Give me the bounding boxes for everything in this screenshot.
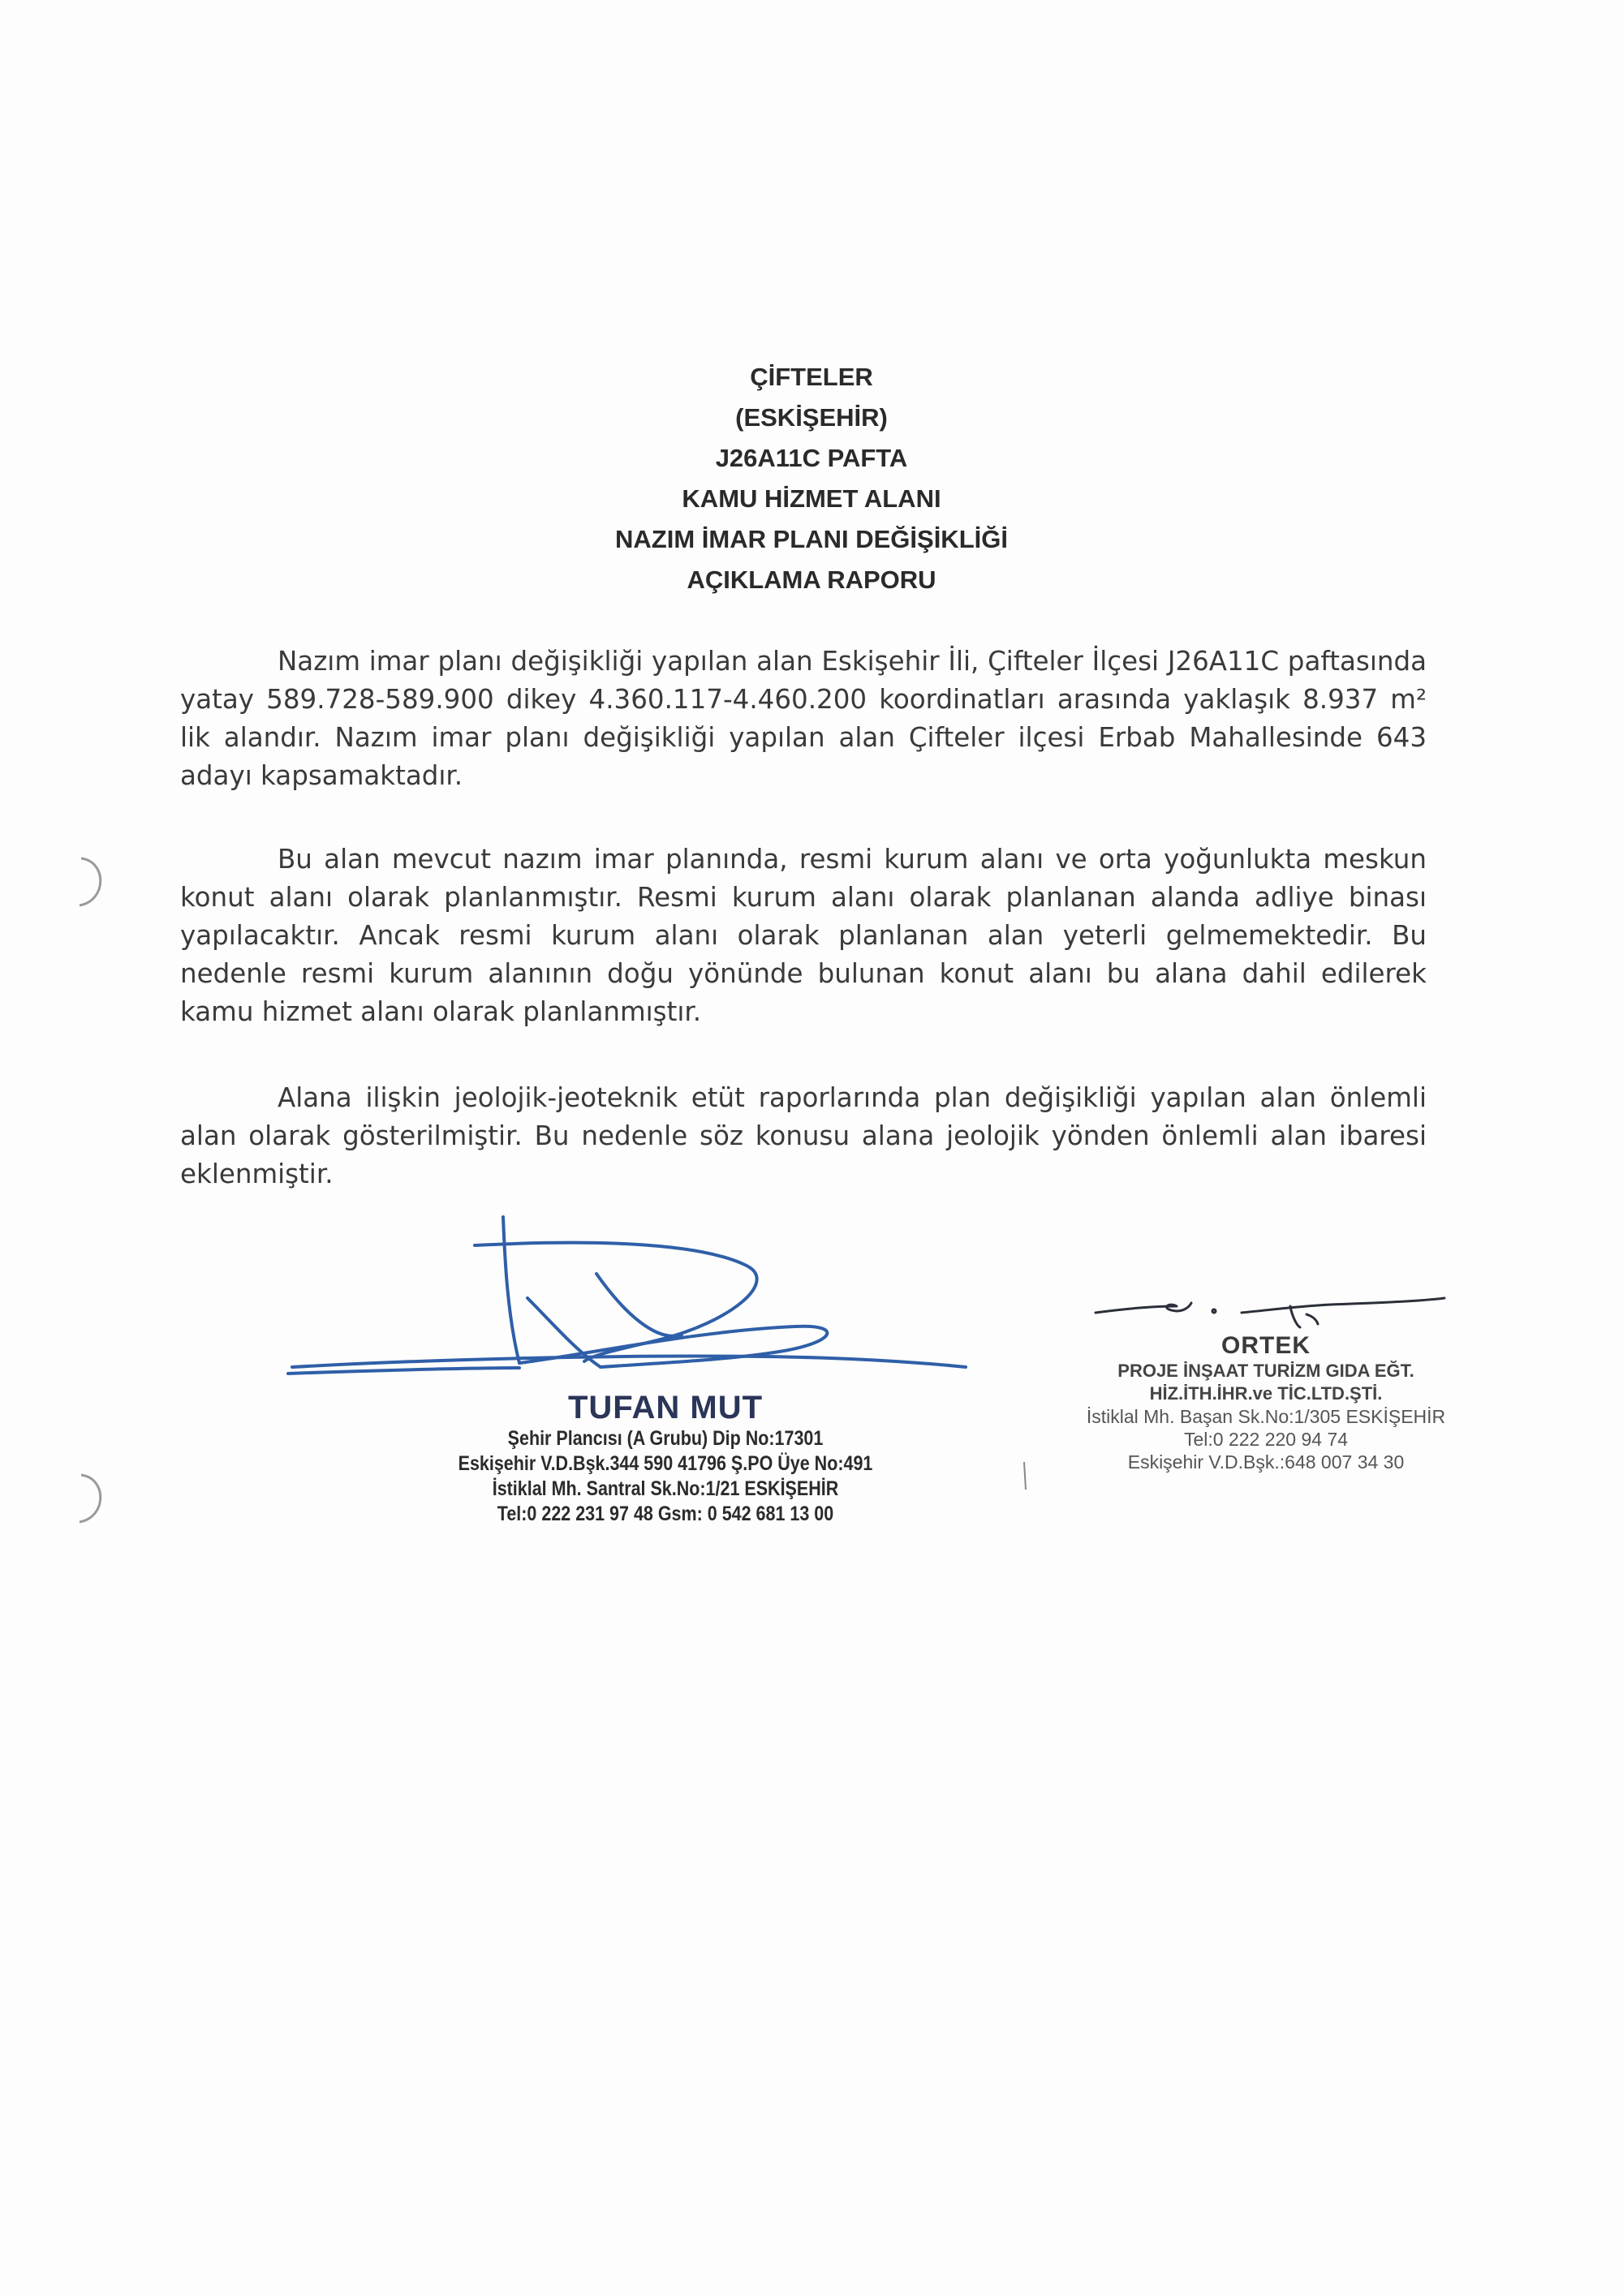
signatory-stamp-left	[381, 1389, 949, 1527]
company-stamp-right	[1039, 1332, 1493, 1473]
title-line-sheet: J26A11C PAFTA	[715, 444, 908, 472]
title-line-area: KAMU HİZMET ALANI	[682, 484, 941, 513]
company-tax-office: Eskişehir V.D.Bşk.:648 007 34 30	[1127, 1451, 1405, 1473]
company-activity-line1: PROJE İNŞAAT TURİZM GIDA EĞT.	[1117, 1361, 1414, 1381]
signatory-title: Şehir Plancısı (A Grubu) Dip No:17301	[507, 1427, 824, 1450]
signatory-address: İstiklal Mh. Santral Sk.No:1/21 ESKİŞEHİR	[492, 1477, 839, 1500]
signatory-tax-office: Eskişehir V.D.Bşk.344 590 41796 Ş.PO Üye No:491	[458, 1452, 873, 1475]
company-phone: Tel:0 222 220 94 74	[1183, 1429, 1349, 1450]
company-name: ORTEK	[1221, 1332, 1311, 1359]
signatory-phone: Tel:0 222 231 97 48 Gsm: 0 542 681 13 00	[497, 1503, 834, 1525]
paragraph-location: Nazım imar planı değişikliği yapılan alan Eskişehir İli, Çifteler İlçesi J26A11C paftasında yatay 589.728-589.900 dikey 4.360.117-4.460.200 koordinatları arasında yaklaşık 8.937 m² lik alandır. Nazım imar planı değişikliği yapılan alan Çifteler ilçesi Erbab Mahallesinde 643 adayı kapsamaktadır.	[180, 646, 1427, 791]
paragraph-geology: Alana ilişkin jeolojik-jeoteknik etüt raporlarında plan değişikliği yapılan alan önlemli alan olarak gösterilmiştir. Bu nedenle söz konusu alana jeolojik yönden önlemli alan ibaresi eklenmiştir.	[180, 1082, 1427, 1189]
signature-right-icon	[1087, 1282, 1461, 1339]
punch-hole-mark-upper	[65, 853, 114, 910]
report-title	[0, 357, 1623, 600]
paragraph-current-plan: Bu alan mevcut nazım imar planında, resmi kurum alanı ve orta yoğunlukta meskun konut alanı olarak planlanmıştır. Resmi kurum alanı olarak planlanan alanda adliye binası yapılacaktır. Ancak resmi kurum alanı olarak planlanan alan yeterli gelmemektedir. Bu nedenle resmi kurum alanının doğu yönünde bulunan konut alanı bu alana dahil edilerek kamu hizmet alanı olarak planlanmıştır.	[180, 844, 1427, 1027]
title-line-province: (ESKİŞEHİR)	[735, 403, 888, 432]
signature-left-icon	[276, 1201, 990, 1404]
company-activity-line2: HİZ.İTH.İHR.ve TİC.LTD.ŞTİ.	[1149, 1383, 1383, 1404]
title-line-district: ÇİFTELER	[750, 363, 873, 391]
title-line-report: AÇIKLAMA RAPORU	[687, 565, 936, 594]
title-line-plan: NAZIM İMAR PLANI DEĞİŞİKLİĞİ	[615, 525, 1008, 553]
signatory-name: TUFAN MUT	[567, 1390, 764, 1425]
punch-hole-mark-lower	[65, 1470, 114, 1527]
stray-pen-mark	[1021, 1460, 1029, 1493]
company-address: İstiklal Mh. Başan Sk.No:1/305 ESKİŞEHİR	[1086, 1406, 1446, 1427]
